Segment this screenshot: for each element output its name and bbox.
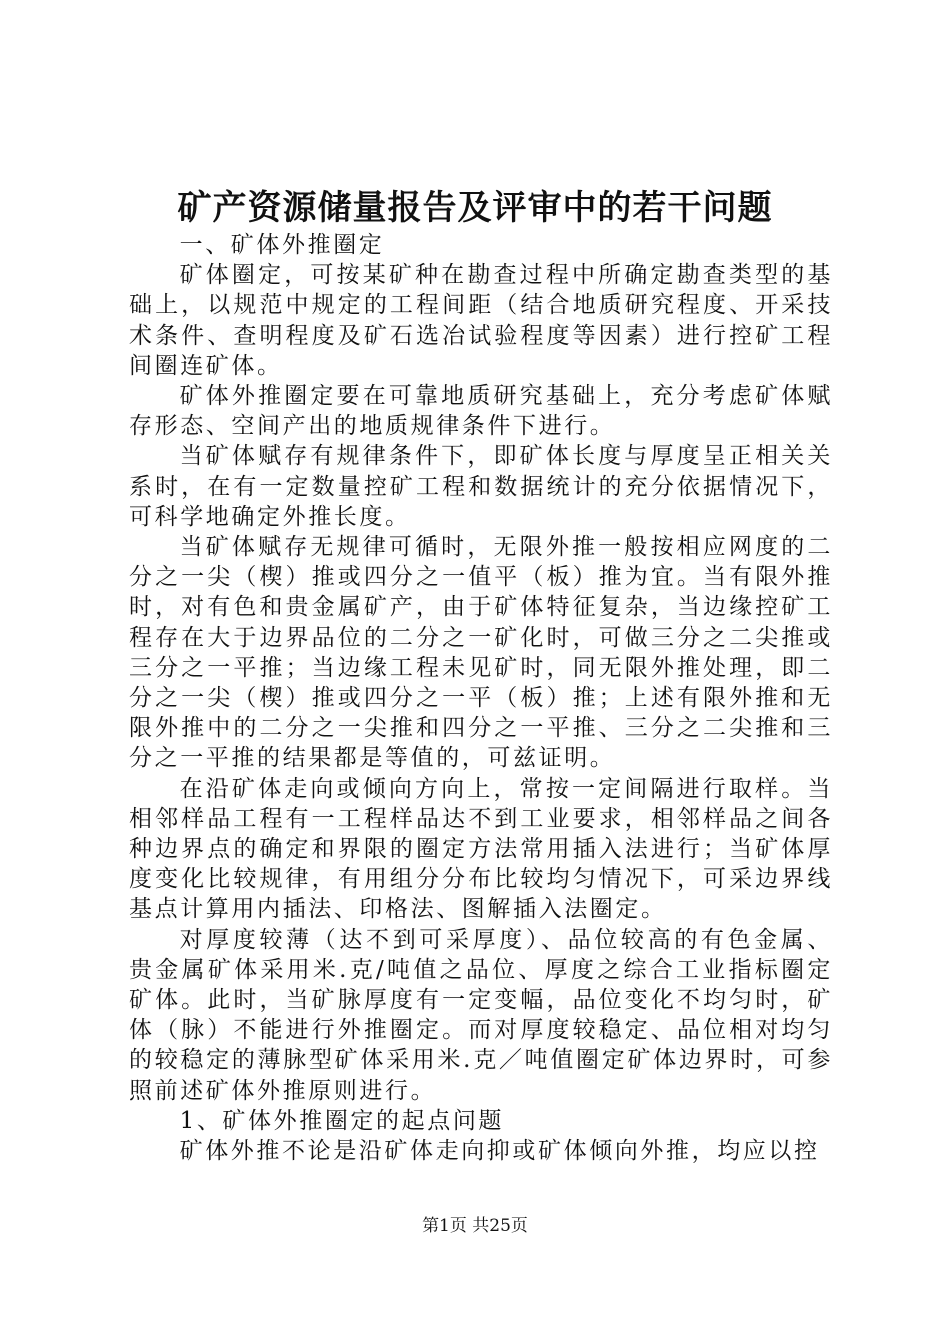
body-paragraph: 在沿矿体走向或倾向方向上，常按一定间隔进行取样。当相邻样品工程有一工程样品达不到工业要求，相邻样品之间各种边界点的确定和界限的圈定方法常用插入法进行；当矿体厚度变化比较规律，有用组分分布比较均匀情况下，可采边界线基点计算用内插法、印格法、图解插入法圈定。	[129, 775, 833, 923]
page-footer: 第1页 共25页	[422, 1216, 528, 1236]
document-title: 矿产资源储量报告及评审中的若干问题	[177, 188, 773, 228]
body-paragraph: 对厚度较薄（达不到可采厚度）、品位较高的有色金属、贵金属矿体采用米.克/吨值之品位、厚度之综合工业指标圈定矿体。此时，当矿脉厚度有一定变幅，品位变化不均匀时，矿体（脉）不能进行外推圈定。而对厚度较稳定、品位相对均匀的较稳定的薄脉型矿体采用米.克／吨值圈定矿体边界时，可参照前述矿体外推原则进行。	[129, 926, 833, 1104]
subsection-heading: 1、矿体外推圈定的起点问题	[179, 1107, 505, 1134]
section-heading: 一、矿体外推圈定	[179, 232, 385, 258]
body-paragraph: 当矿体赋存有规律条件下，即矿体长度与厚度呈正相关关系时，在有一定数量控矿工程和数据统计的充分依据情况下，可科学地确定外推长度。	[129, 443, 833, 530]
document-body	[129, 230, 833, 1166]
body-paragraph: 矿体外推圈定要在可靠地质研究基础上，充分考虑矿体赋存形态、空间产出的地质规律条件下进行。	[129, 383, 833, 440]
body-paragraph: 矿体圈定，可按某矿种在勘查过程中所确定勘查类型的基础上，以规范中规定的工程间距（结合地质研究程度、开采技术条件、查明程度及矿石选冶试验程度等因素）进行控矿工程间圈连矿体。	[129, 262, 833, 379]
body-paragraph: 当矿体赋存无规律可循时，无限外推一般按相应网度的二分之一尖（楔）推或四分之一值平（板）推为宜。当有限外推时，对有色和贵金属矿产，由于矿体特征复杂，当边缘控矿工程存在大于边界品位的二分之一矿化时，可做三分之二尖推或三分之一平推；当边缘工程未见矿时，同无限外推处理，即二分之一尖（楔）推或四分之一平（板）推；上述有限外推和无限外推中的二分之一尖推和四分之一平推、三分之二尖推和三分之一平推的结果都是等值的，可兹证明。	[129, 534, 833, 772]
body-paragraph: 矿体外推不论是沿矿体走向抑或矿体倾向外推，均应以控	[179, 1138, 820, 1165]
